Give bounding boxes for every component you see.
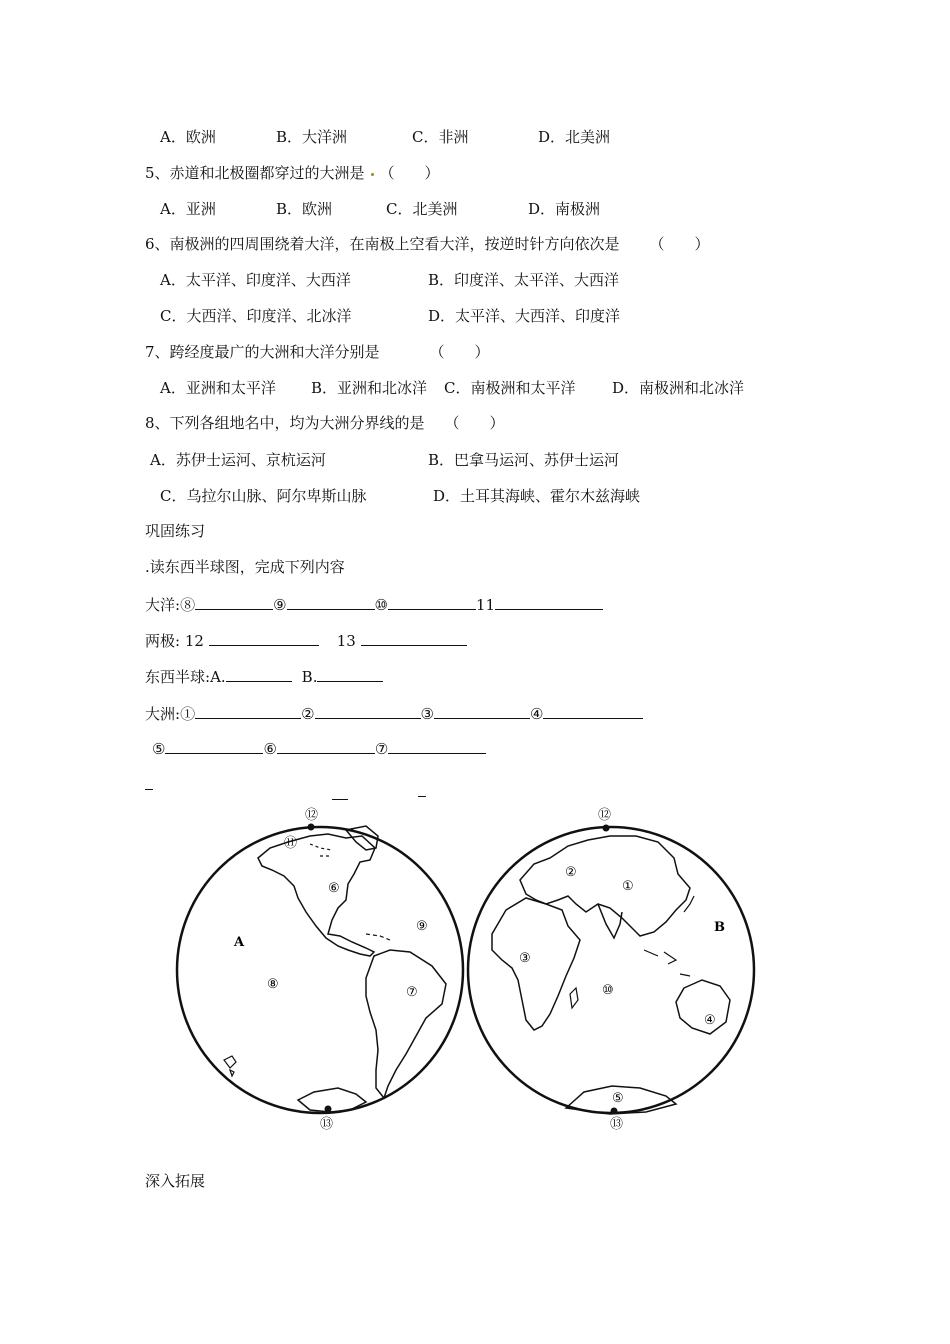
mark-5: ⑤ — [152, 740, 166, 758]
label-a: A — [234, 935, 245, 950]
mark-7: ⑦ — [374, 740, 389, 758]
q5-stem — [145, 163, 440, 183]
north-pole-marker — [308, 824, 315, 831]
label-13-east: ⑬ — [610, 1117, 624, 1132]
mark-6: ⑥ — [263, 740, 277, 758]
blank-continent-6[interactable] — [277, 738, 375, 754]
label-4: ④ — [704, 1013, 716, 1028]
mark-b: B. — [301, 668, 318, 686]
q8-stem-text: 8、下列各组地名中，均为大洲分界线的是 — [145, 414, 425, 432]
q7-stem-text: 7、跨经度最广的大洲和大洋分别是 — [145, 343, 380, 361]
blank-continent-5[interactable] — [165, 738, 263, 754]
blank-continent-3[interactable] — [434, 703, 530, 719]
label-5: ⑤ — [612, 1091, 624, 1106]
label-1: ① — [622, 879, 634, 894]
q5-option-d: D．南极洲 — [528, 200, 601, 218]
mark-3: ③ — [420, 705, 434, 723]
eastern-hemisphere — [468, 808, 754, 1132]
caribbean-islands — [366, 934, 390, 940]
mark-10: ⑩ — [374, 596, 388, 614]
blank-ocean-9[interactable] — [287, 594, 375, 610]
blank-continent-2[interactable] — [315, 703, 421, 719]
q7-option-d: D．南极洲和北冰洋 — [612, 379, 745, 397]
q4-option-a: A．欧洲 — [160, 128, 216, 146]
japan-islands — [684, 896, 694, 912]
poles-label: 两极: — [145, 632, 181, 650]
poles-row — [145, 630, 467, 651]
south-america-outline — [366, 950, 446, 1098]
mark-12: 12 — [184, 632, 204, 650]
q6-stem — [145, 234, 710, 254]
blank-hemisphere-a[interactable] — [226, 666, 292, 682]
q4-option-d: D．北美洲 — [538, 128, 611, 146]
mark-a: A. — [210, 668, 226, 686]
q5-option-c: C．北美洲 — [386, 200, 458, 218]
australia-outline — [676, 980, 730, 1034]
q8-stem — [145, 413, 505, 433]
hemispheres-map — [170, 800, 770, 1140]
blank-pole-13[interactable] — [361, 630, 467, 646]
q4-option-c: C．非洲 — [412, 128, 469, 146]
blank-ocean-10[interactable] — [388, 594, 476, 610]
western-hemisphere — [177, 808, 463, 1132]
q4-option-b: B．大洋洲 — [276, 128, 348, 146]
hemispheres-row — [145, 666, 383, 687]
label-3: ③ — [519, 951, 531, 966]
blank-ocean-11[interactable] — [495, 594, 603, 610]
eastern-globe-outline — [468, 827, 754, 1113]
stray-mark — [145, 789, 153, 790]
continents-label: 大洲: — [145, 705, 181, 723]
mark-2: ② — [301, 705, 315, 723]
blank-ocean-8[interactable] — [195, 594, 273, 610]
label-8: ⑧ — [267, 977, 279, 992]
q8-answer-paren: （ ） — [444, 414, 505, 432]
q7-stem — [145, 342, 490, 362]
label-11: ⑪ — [284, 836, 298, 851]
q8-option-c: C．乌拉尔山脉、阿尔卑斯山脉 — [160, 487, 367, 505]
blank-continent-7[interactable] — [388, 738, 486, 754]
south-pole-marker — [325, 1106, 332, 1113]
south-pole-marker-east — [611, 1108, 618, 1115]
western-globe-outline — [177, 827, 463, 1113]
q6-option-a: A．太平洋、印度洋、大西洋 — [160, 271, 351, 289]
q6-stem-text: 6、南极洲的四周围绕着大洋，在南极上空看大洋，按逆时针方向依次是 — [145, 235, 620, 253]
mark-9: ⑨ — [273, 596, 287, 614]
q8-option-d: D．土耳其海峡、霍尔木兹海峡 — [433, 487, 641, 505]
mark-11: 11 — [475, 596, 496, 614]
exercise-intro: .读东西半球图，完成下列内容 — [145, 558, 345, 576]
ink-dot — [371, 173, 374, 176]
blank-hemisphere-b[interactable] — [317, 666, 383, 682]
q7-option-a: A．亚洲和太平洋 — [160, 379, 276, 397]
oceans-row — [145, 594, 603, 615]
africa-outline — [492, 898, 580, 1030]
mark-4: ④ — [529, 705, 544, 723]
mark-13: 13 — [336, 632, 356, 650]
blank-pole-12[interactable] — [209, 630, 319, 646]
oceans-label: 大洋: — [145, 596, 181, 614]
indonesia-islands — [644, 950, 690, 976]
label-6: ⑥ — [328, 881, 340, 896]
q5-option-b: B．欧洲 — [276, 200, 333, 218]
stray-mark — [418, 796, 426, 797]
q6-option-c: C．大西洋、印度洋、北冰洋 — [160, 307, 352, 325]
north-pole-marker-east — [603, 825, 610, 832]
q7-option-b: B．亚洲和北冰洋 — [311, 379, 428, 397]
hemispheres-label: 东西半球: — [145, 668, 211, 686]
label-12-east: ⑫ — [598, 808, 612, 823]
india-peninsula — [598, 904, 622, 938]
label-7: ⑦ — [406, 985, 418, 1000]
label-b: B — [714, 920, 725, 935]
q5-option-a: A．亚洲 — [160, 200, 216, 218]
mark-1: ① — [180, 705, 196, 723]
arctic-islands — [310, 844, 332, 856]
label-9: ⑨ — [416, 919, 428, 934]
q5-stem-text: 5、赤道和北极圈都穿过的大洲是 — [145, 164, 365, 182]
blank-continent-4[interactable] — [543, 703, 643, 719]
label-10: ⑩ — [602, 983, 614, 998]
q6-option-d: D．太平洋、大西洋、印度洋 — [428, 307, 621, 325]
q5-answer-paren: （ ） — [379, 164, 440, 182]
q6-option-b: B．印度洋、太平洋、大西洋 — [428, 271, 620, 289]
continents-row-1 — [145, 703, 643, 724]
small-island — [224, 1056, 236, 1076]
section-title-extension: 深入拓展 — [145, 1172, 206, 1190]
north-america-outline — [258, 834, 375, 956]
q7-option-c: C．南极洲和太平洋 — [444, 379, 576, 397]
continents-row-2 — [152, 738, 486, 759]
section-title-practice: 巩固练习 — [145, 522, 206, 540]
label-12-west: ⑫ — [305, 808, 319, 823]
q8-option-b: B．巴拿马运河、苏伊士运河 — [428, 451, 620, 469]
q6-answer-paren: （ ） — [649, 235, 710, 253]
madagascar-outline — [570, 988, 578, 1008]
q7-answer-paren: （ ） — [429, 343, 490, 361]
q8-option-a: A．苏伊士运河、京杭运河 — [150, 451, 326, 469]
blank-continent-1[interactable] — [195, 703, 301, 719]
mark-8: ⑧ — [180, 596, 196, 614]
label-2: ② — [565, 865, 577, 880]
label-13-west: ⑬ — [320, 1117, 334, 1132]
